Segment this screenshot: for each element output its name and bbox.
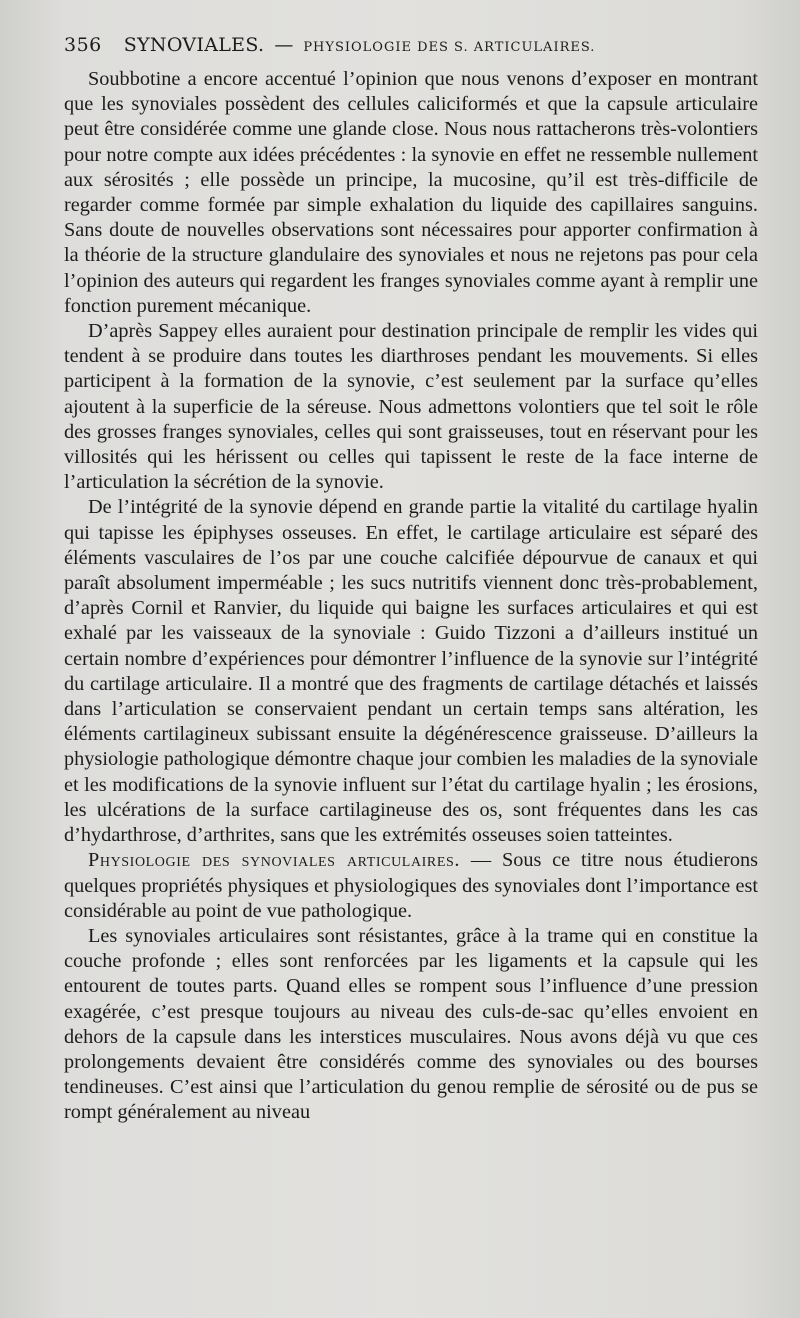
running-head-subtitle: PHYSIOLOGIE DES S. ARTICULAIRES. — [303, 40, 596, 55]
paragraph-2-text: D’après Sappey elles auraient pour destination principale de remplir les vides qui tendent à se produire dans toutes les diarthroses pendant les mouvements. Si elles participent à la formation de la synovie, c’est seulement par la surface qu’elles ajoutent à la superficie de la séreuse. Nous admettons volontiers que tel soit le rôle des grosses franges synoviales, celles qui sont graisseuses, tout en réservant pour les villosités qui les hérissent ou celles qui tapissent le reste de la face interne de l’articulation la sécrétion de la synovie. — [64, 320, 758, 494]
paragraph-5-text: Les synoviales articulaires sont résistantes, grâce à la trame qui en constitue la couche profonde ; elles sont renforcées par les ligaments et la capsule qui les entourent de toutes parts. Quand elles se rompent sous l’influence d’une pression exagérée, c’est presque toujours au niveau des culs-de-sac qu’elles envoient en dehors de la capsule dans les interstices musculaires. Nous avons déjà vu que ces prolongements devaient être considérés comme des synoviales ou des bourses tendineuses. C’est ainsi que l’articulation du genou remplie de sérosité ou de pus se rompt généralement au niveau — [64, 924, 758, 1124]
paragraph-4 — [64, 848, 758, 924]
paragraph-1 — [64, 67, 758, 319]
running-head-separator: — — [274, 34, 294, 56]
paragraph-1-text: Soubbotine a encore accentué l’opinion que nous venons d’exposer en montrant que les synoviales possèdent des cellules caliciformés et que la capsule articulaire peut être considérée comme une glande close. Nous nous rattacherons très-volontiers pour notre compte aux idées précédentes : la synovie en effet ne ressemble nullement aux sérosités ; elle possède un principe, la mucosine, qu’il est très-difficile de regarder comme formée par simple exhalation du liquide des capillaires sanguins. Sans doute de nouvelles observations sont nécessaires pour apporter confirmation à la théorie de la structure glandulaire des synoviales et nous ne rejetons pas pour cela l’opinion des auteurs qui regardent les franges synoviales comme ayant à remplir une fonction purement mécanique. — [64, 68, 758, 317]
paragraph-5 — [64, 924, 758, 1126]
running-head — [64, 34, 758, 59]
paragraph-2 — [64, 319, 758, 495]
paragraph-3 — [64, 495, 758, 848]
section-heading-inline: Physiologie des synoviales articulaires. — [88, 849, 461, 872]
page-number: 356 — [64, 34, 102, 56]
running-head-title: SYNOVIALES. — [123, 34, 265, 56]
body-text — [64, 67, 758, 1126]
paragraph-3-text: De l’intégrité de la synovie dépend en grande partie la vitalité du cartilage hyalin qui tapisse les épiphyses osseuses. En effet, le cartilage articulaire est séparé des éléments vasculaires de l’os par une couche calcifiée dépourvue de canaux et qui paraît absolument imperméable ; les sucs nutritifs viennent donc très-probablement, d’après Cornil et Ranvier, du liquide qui baigne les surfaces articulaires et qui est exhalé par les vaisseaux de la synoviale : Guido Tizzoni a d’ailleurs institué un certain nombre d’expériences pour démontrer l’influence de la synovie sur l’intégrité du cartilage articulaire. Il a montré que des fragments de cartilage détachés et laissés dans l’articulation se conservaient pendant un certain temps sans altération, les éléments cartilagineux subissant ensuite la dégénérescence graisseuse. D’ailleurs la physiologie pathologique démontre chaque jour combien les maladies de la synoviale et les modifications de la synovie influent sur l’état du cartilage hyalin ; les érosions, les ulcérations de la surface cartilagineuse des os, sont fréquentes dans les cas d’hydarthrose, d’arthrites, sans que les extrémités osseuses soien tatteintes. — [64, 496, 758, 847]
paragraph-4-text: — Sous ce titre nous étudierons quelques propriétés physiques et physiologiques des synoviales dont l’importance est considérable au point de vue pathologique. — [64, 849, 759, 922]
